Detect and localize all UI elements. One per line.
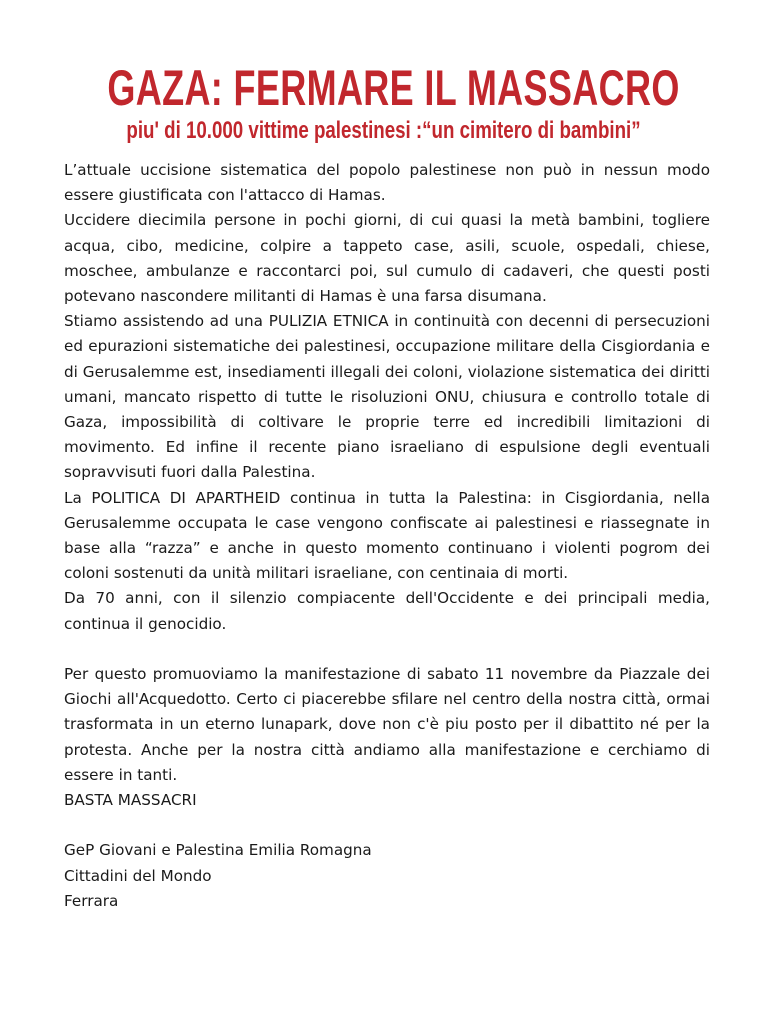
page-title: GAZA: FERMARE IL MASSACRO xyxy=(107,60,680,116)
signature-line: GeP Giovani e Palestina Emilia Romagna xyxy=(64,841,372,860)
paragraph-ethnic-cleansing: Stiamo assistendo ad una PULIZIA ETNICA in continuità con decenni di persecuzioni ed epurazioni sistematiche dei palestinesi, occupazione militare della Cisgiordania e di Gerusalemme est, insediamenti illegali dei coloni, violazione sistematica dei diritti umani, mancato rispetto di tutte le risoluzioni ONU, chiusura e controllo totale di Gaza, impossibilità di coltivare le proprie terre ed incredibili limitazioni di movimento. Ed infine il recente piano israeliano di espulsione degli eventuali sopravvisuti fuori dalla Palestina. xyxy=(64,312,710,482)
flyer-body xyxy=(64,158,710,914)
paragraph-victims: Uccidere diecimila persone in pochi giorni, di cui quasi la metà bambini, togliere acqua, cibo, medicine, colpire a tappeto case, asili, scuole, ospedali, chiese, moschee, ambulanze e raccontarci poi, sul cumulo di cadaveri, che questi posti potevano nascondere militanti di Hamas è una farsa disumana. xyxy=(64,211,710,306)
paragraph-demonstration: Per questo promuoviamo la manifestazione di sabato 11 novembre da Piazzale dei Giochi all'Acquedotto. Certo ci piacerebbe sfilare nel centro della nostra città, ormai trasformata in un eterno lunapark, dove non c'è piu posto per il dibattito né per la protesta. Anche per la nostra città andiamo alla manifestazione e cerchiamo di essere in tanti. xyxy=(64,665,710,784)
spacer xyxy=(64,637,710,662)
paragraph-genocide: Da 70 anni, con il silenzio compiacente dell'Occidente e dei principali media, continua il genocidio. xyxy=(64,589,710,633)
spacer xyxy=(64,813,710,838)
page-subtitle: piu' di 10.000 vittime palestinesi :“un cimitero di bambini” xyxy=(126,117,641,144)
signature-line: Ferrara xyxy=(64,891,119,910)
signature-line: Cittadini del Mondo xyxy=(64,866,212,885)
paragraph-intro: L’attuale uccisione sistematica del popolo palestinese non può in nessun modo essere giustificata con l'attacco di Hamas. xyxy=(64,161,710,205)
slogan: BASTA MASSACRI xyxy=(64,791,197,810)
paragraph-apartheid: La POLITICA DI APARTHEID continua in tutta la Palestina: in Cisgiordania, nella Gerusalemme occupata le case vengono confiscate ai palestinesi e riassegnate in base alla “razza” e anche in questo momento continuano i violenti pogrom dei coloni sostenuti da unità militari israeliane, con centinaia di morti. xyxy=(64,488,710,583)
